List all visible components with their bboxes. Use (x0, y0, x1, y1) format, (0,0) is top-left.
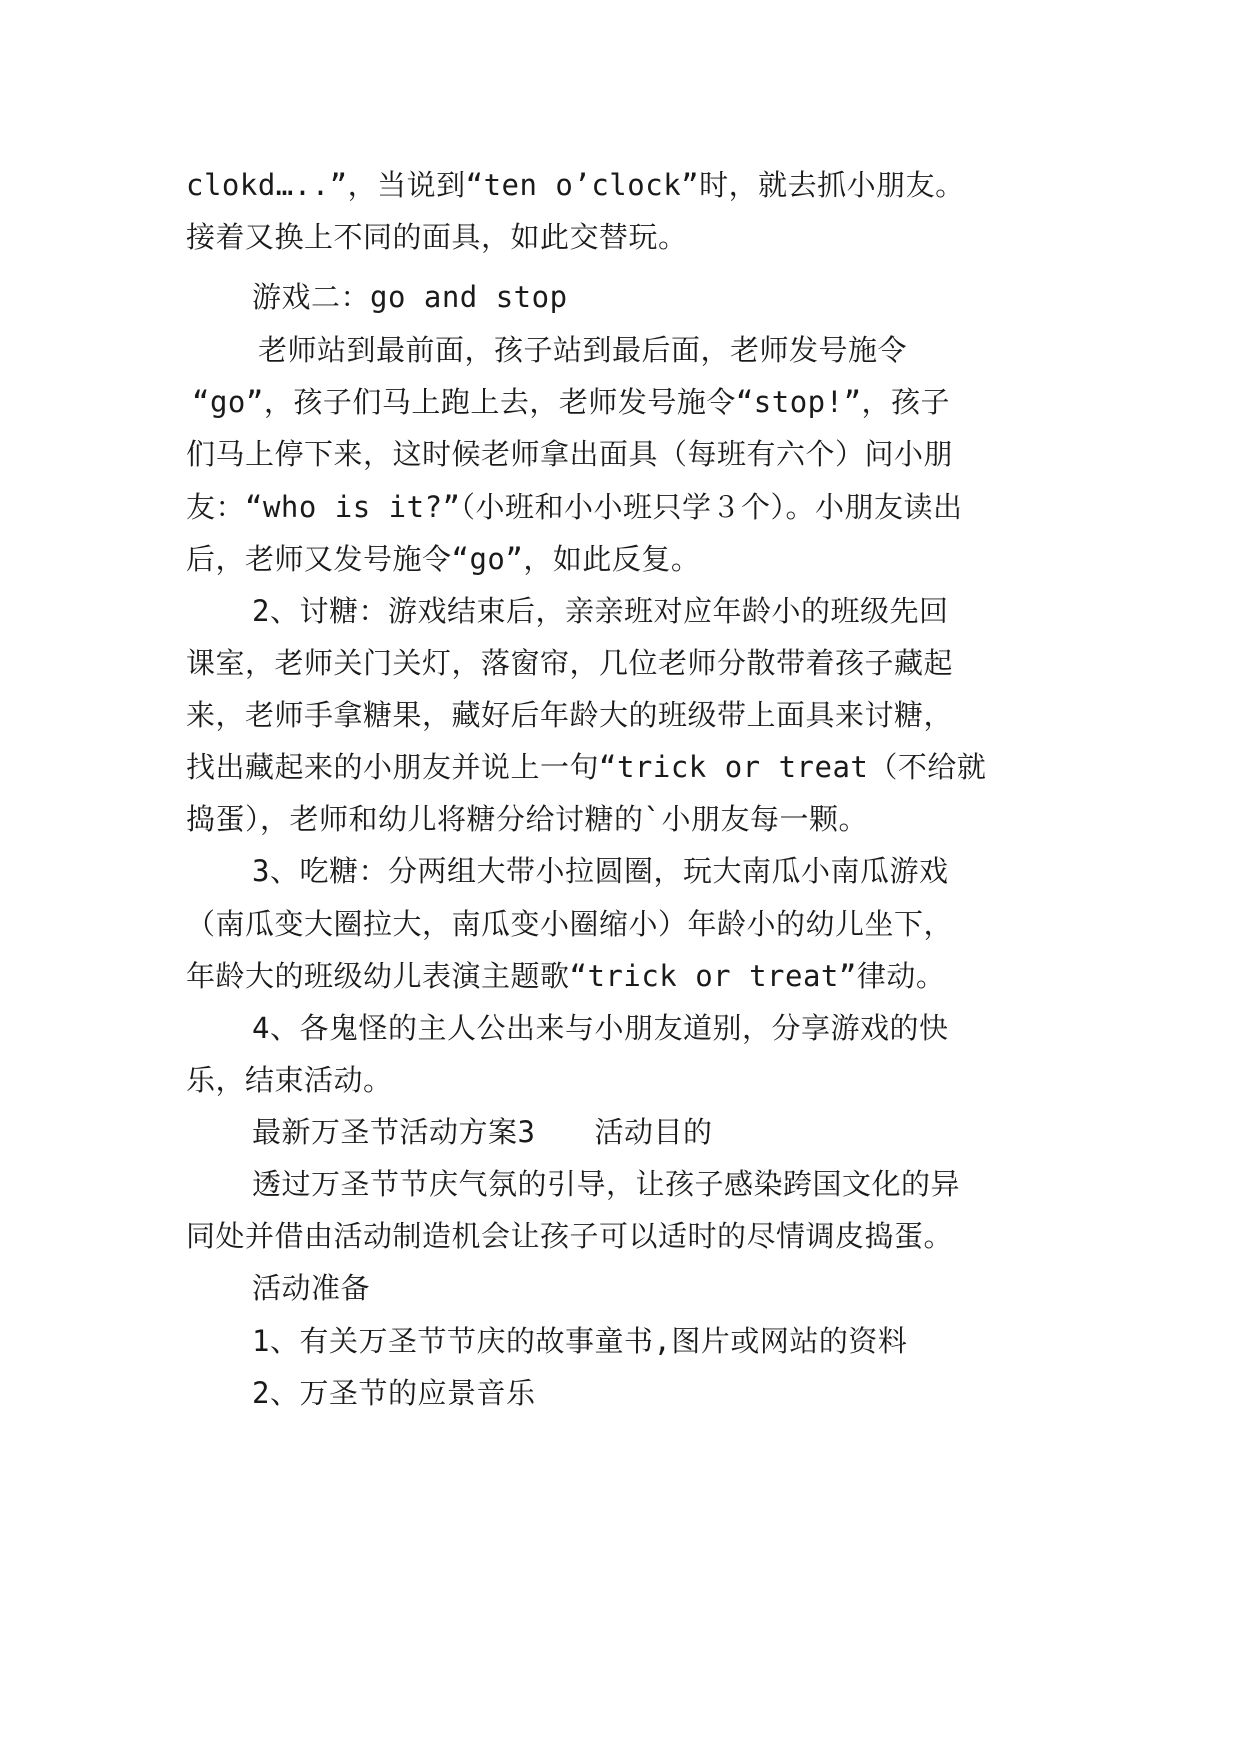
item-2-line-2: 课室，老师关门关灯，落窗帘，几位老师分散带着孩子藏起 (186, 646, 954, 680)
text-line-1: clokd…..”，当说到“ten o’clock”时，就去抓小朋友。 (186, 168, 965, 202)
text-line-8: 后，老师又发号施令“go”，如此反复。 (186, 542, 701, 576)
item-3-line-1: 3、吃糖：分两组大带小拉圆圈，玩大南瓜小南瓜游戏 (252, 854, 949, 888)
item-4-line-2: 乐，结束活动。 (186, 1063, 393, 1097)
item-4-line-1: 4、各鬼怪的主人公出来与小朋友道别，分享游戏的快 (252, 1011, 949, 1045)
item-2-line-3: 来，老师手拿糖果，藏好后年龄大的班级带上面具来讨糖， (186, 698, 954, 732)
item-3-line-2: （南瓜变大圈拉大，南瓜变小圈缩小）年龄小的幼儿坐下， (186, 907, 954, 941)
text-line-2: 接着又换上不同的面具，如此交替玩。 (186, 220, 688, 254)
item-2-line-1: 2、讨糖：游戏结束后，亲亲班对应年龄小的班级先回 (252, 594, 949, 628)
text-line-4: 老师站到最前面，孩子站到最后面，老师发号施令 (258, 333, 908, 367)
text-line-5: “go”，孩子们马上跑上去，老师发号施令“stop!”，孩子 (192, 385, 951, 419)
objective-line-1: 透过万圣节节庆气氛的引导，让孩子感染跨国文化的异 (252, 1167, 961, 1201)
text-line-6: 们马上停下来，这时候老师拿出面具（每班有六个）问小朋 (186, 437, 954, 471)
item-2-line-5: 捣蛋），老师和幼儿将糖分给讨糖的`小朋友每一颗。 (186, 802, 868, 836)
item-3-line-3: 年龄大的班级幼儿表演主题歌“trick or treat”律动。 (186, 959, 946, 993)
item-2-line-4: 找出藏起来的小朋友并说上一句“trick or treat（不给就 (186, 750, 987, 784)
game-two-heading: 游戏二：go and stop (252, 280, 568, 314)
preparation-item-1: 1、有关万圣节节庆的故事童书,图片或网站的资料 (252, 1324, 908, 1358)
section-heading: 最新万圣节活动方案3 活动目的 (252, 1115, 713, 1149)
text-line-7: 友：“who is it?”（小班和小小班只学３个）。小朋友读出 (186, 490, 963, 524)
objective-line-2: 同处并借由活动制造机会让孩子可以适时的尽情调皮捣蛋。 (186, 1219, 954, 1253)
preparation-item-2: 2、万圣节的应景音乐 (252, 1376, 536, 1410)
preparation-heading: 活动准备 (252, 1271, 371, 1305)
